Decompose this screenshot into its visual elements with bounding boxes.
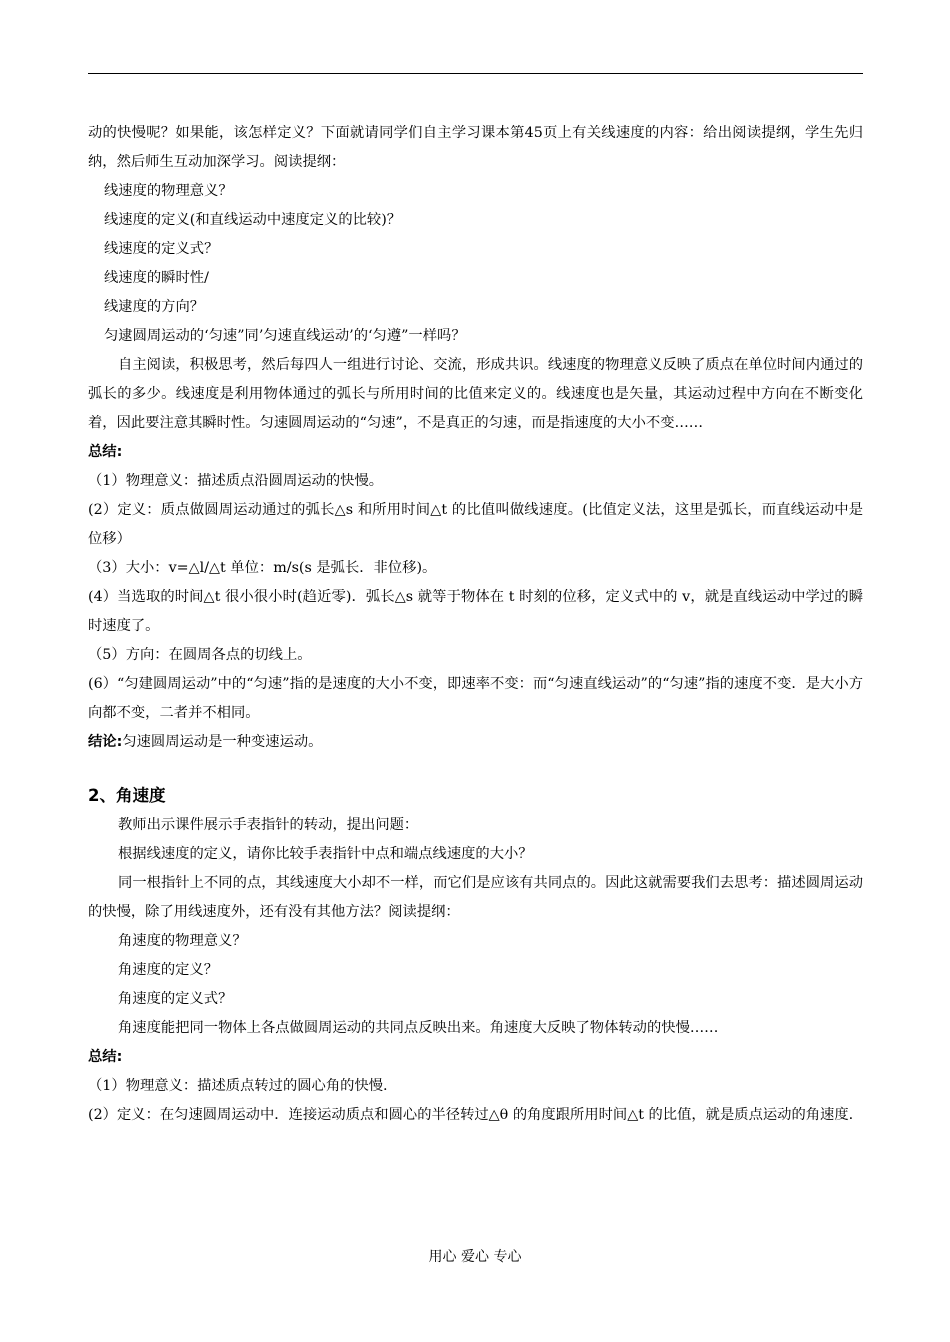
outline-item: 线速度的瞬时性/ [104,270,209,286]
summary-item: （1）物理意义：描述质点沿圆周运动的快慢。 [88,473,384,489]
conclusion-label: 结论: [88,734,123,750]
header-rule [88,73,863,74]
outline-item: 角速度的定义？ [118,962,219,978]
conclusion [88,728,863,757]
outline-item: 匀逮圆周运动的‘匀速”同’匀速直线运动’的‘匀遵”一样吗？ [104,328,466,344]
section-heading: 2、角速度 [88,786,166,805]
outline-item: 线速度的定义式？ [104,241,219,257]
summary-item: （3）大小：v=△l/△t 单位：m/s(s 是弧长．非位移)。 [88,560,437,576]
page-footer: 用心 爱心 专心 [428,1249,522,1265]
outline-item: 线速度的定义(和直线运动中速度定义的比较)？ [104,212,402,228]
section-paragraph: 根据线速度的定义，请你比较手表指针中点和端点线速度的大小？ [118,846,533,862]
section-paragraph: 角速度能把同一物体上各点做圆周运动的共同点反映出来。角速度大反映了物体转动的快慢…… [118,1020,719,1036]
summary-label: 总结: [88,1049,123,1065]
summary-item: (2）定义：在匀速圆周运动中．连接运动质点和圆心的半径转过△θ 的角度跟所用时间△t 的比值，就是质点运动的角速度. [88,1107,854,1123]
section-paragraph: 同一根指针上不同的点，其线速度大小却不一样，而它们是应该有共同点的。因此这就需要我们去思考：描述圆周运动的快慢，除了用线速度外，还有没有其他方法？阅读提纲： [88,875,863,920]
summary-item: (4）当选取的时间△t 很小很小时(趋近零)．弧长△s 就等于物体在 t 时刻的位移，定义式中的 v，就是直线运动中学过的瞬时速度了。 [88,589,863,634]
section-paragraph: 教师出示课件展示手表指针的转动，提出问题： [118,817,419,833]
outline-item: 线逮度的方向？ [104,299,205,315]
intro-paragraph: 动的快慢呢？如果能，该怎样定义？下面就请同学们自主学习课本第45页上有关线速度的内容：给出阅读提纲，学生先归纳，然后师生互动加深学习。阅读提纲： [88,125,863,170]
summary-item: (2）定义：质点做圆周运动通过的弧长△s 和所用时间△t 的比值叫做线速度。(比值定义法，这里是弧长，而直线运动中是位移） [88,502,863,547]
outline-item: 线速度的物理意义？ [104,183,233,199]
document-body [88,119,863,1130]
summary-item: (6）“匀建圆周运动”中的“匀速”指的是速度的大小不变，即速率不变：而“匀速直线运动”的“匀速”指的速度不变．是大小方向都不变，二者并不相同。 [88,676,863,721]
discussion-paragraph: 自主阅读，积极思考，然后每四人一组进行讨论、交流，形成共识。线速度的物理意义反映了质点在单位时间内通过的弧长的多少。线速度是利用物体通过的弧长与所用时间的比值来定义的。线速度也是矢量，其运动过程中方向在不断变化着，因此要注意其瞬时性。匀速圆周运动的“匀速”，不是真正的匀速，而是指速度的大小不变…… [88,357,863,431]
summary-item: （5）方向：在圆周各点的切线上。 [88,647,312,663]
summary-item: （1）物理意义：描述质点转过的圆心角的快慢. [88,1078,388,1094]
outline-item: 角速度的定义式？ [118,991,233,1007]
outline-item: 角速度的物理意义？ [118,933,247,949]
summary-label: 总结: [88,444,123,460]
conclusion-text: 匀速圆周运动是一种变速运动。 [122,734,323,750]
